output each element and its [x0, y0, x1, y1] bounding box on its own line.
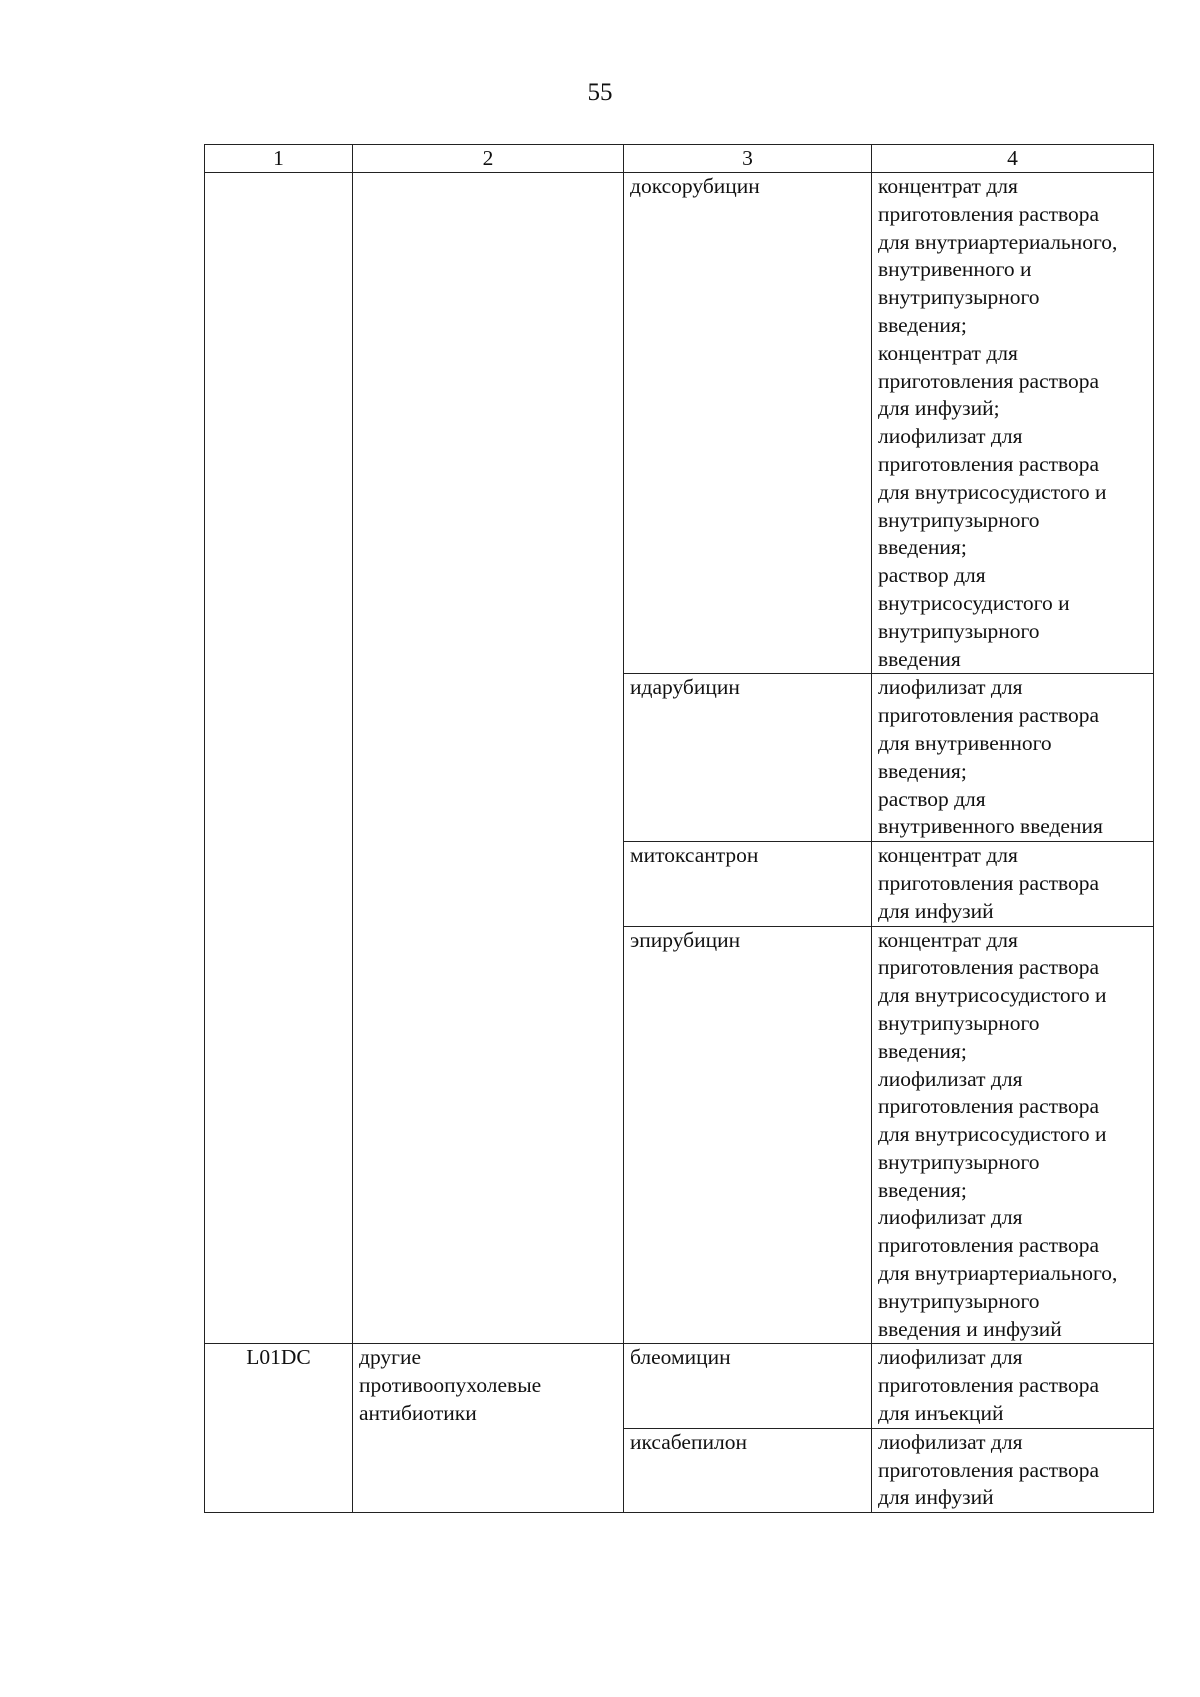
dosage-form-line: для внутривенного — [878, 730, 1052, 755]
dosage-form-cell — [872, 1428, 1154, 1512]
column-header: 2 — [353, 145, 624, 173]
drug-name-cell: эпирубицин — [624, 926, 872, 1344]
dosage-form-line: приготовления раствора — [878, 1457, 1100, 1482]
dosage-form-line: введения; — [878, 312, 967, 337]
dosage-form-line: для инфузий — [878, 1485, 994, 1510]
dosage-form-cell — [872, 173, 1154, 674]
dosage-form-line: приготовления раствора — [878, 1373, 1100, 1398]
dosage-form-cell — [872, 842, 1154, 926]
dosage-form-line: внутрипузырного — [878, 1288, 1040, 1313]
drug-table — [204, 144, 1154, 1513]
dosage-form-line: внутрипузырного — [878, 507, 1040, 532]
dosage-form-line: внутрисосудистого и — [878, 590, 1070, 615]
dosage-form-line: концентрат для — [878, 340, 1018, 365]
dosage-form-line: лиофилизат для — [878, 1345, 1023, 1370]
dosage-form-line: для инъекций — [878, 1401, 1004, 1426]
atc-code-cell: L01DC — [205, 1344, 353, 1513]
column-header: 4 — [872, 145, 1154, 173]
table-row — [205, 1344, 1154, 1428]
dosage-form-line: для внутрисосудистого и — [878, 983, 1107, 1008]
dosage-form-line: введения — [878, 646, 961, 671]
dosage-form-line: внутрипузырного — [878, 1010, 1040, 1035]
dosage-form-line: концентрат для — [878, 843, 1018, 868]
dosage-form-line: введения; — [878, 535, 967, 560]
group-name-line: антибиотики — [359, 1401, 477, 1426]
dosage-form-line: для внутриартериального, — [878, 229, 1118, 254]
dosage-form-line: концентрат для — [878, 927, 1018, 952]
column-header: 3 — [624, 145, 872, 173]
dosage-form-line: внутрипузырного — [878, 1149, 1040, 1174]
dosage-form-line: для внутрисосудистого и — [878, 479, 1107, 504]
atc-code-cell — [205, 173, 353, 1344]
drug-name-cell: идарубицин — [624, 674, 872, 842]
dosage-form-line: лиофилизат для — [878, 1205, 1023, 1230]
column-header: 1 — [205, 145, 353, 173]
drug-name-cell: митоксантрон — [624, 842, 872, 926]
dosage-form-line: для инфузий; — [878, 396, 1000, 421]
dosage-form-line: приготовления раствора — [878, 368, 1100, 393]
table-row — [205, 173, 1154, 674]
dosage-form-cell — [872, 674, 1154, 842]
dosage-form-line: лиофилизат для — [878, 675, 1023, 700]
dosage-form-line: введения; — [878, 758, 967, 783]
dosage-form-line: приготовления раствора — [878, 703, 1100, 728]
dosage-form-line: приготовления раствора — [878, 1094, 1100, 1119]
dosage-form-line: лиофилизат для — [878, 424, 1023, 449]
dosage-form-cell — [872, 926, 1154, 1344]
dosage-form-line: внутривенного введения — [878, 814, 1103, 839]
dosage-form-line: для внутрисосудистого и — [878, 1122, 1107, 1147]
dosage-form-line: для инфузий — [878, 898, 994, 923]
dosage-form-line: приготовления раствора — [878, 870, 1100, 895]
drug-name-cell: доксорубицин — [624, 173, 872, 674]
dosage-form-line: лиофилизат для — [878, 1066, 1023, 1091]
group-name-line: другие — [359, 1345, 422, 1370]
dosage-form-line: раствор для — [878, 786, 986, 811]
dosage-form-line: для внутриартериального, — [878, 1261, 1118, 1286]
group-name-line: противоопухолевые — [359, 1373, 542, 1398]
dosage-form-cell — [872, 1344, 1154, 1428]
dosage-form-line: приготовления раствора — [878, 1233, 1100, 1258]
dosage-form-line: введения; — [878, 1177, 967, 1202]
dosage-form-line: внутрипузырного — [878, 618, 1040, 643]
dosage-form-line: внутрипузырного — [878, 285, 1040, 310]
dosage-form-line: внутривенного и — [878, 257, 1032, 282]
drug-name-cell: блеомицин — [624, 1344, 872, 1428]
dosage-form-line: приготовления раствора — [878, 955, 1100, 980]
dosage-form-line: приготовления раствора — [878, 201, 1100, 226]
page-number: 55 — [587, 79, 613, 106]
dosage-form-line: лиофилизат для — [878, 1429, 1023, 1454]
dosage-form-line: раствор для — [878, 563, 986, 588]
dosage-form-line: приготовления раствора — [878, 451, 1100, 476]
table-header-row — [205, 145, 1154, 173]
dosage-form-line: введения и инфузий — [878, 1316, 1062, 1341]
group-name-cell — [353, 1344, 624, 1513]
dosage-form-line: концентрат для — [878, 174, 1018, 198]
dosage-form-line: введения; — [878, 1038, 967, 1063]
drug-name-cell: иксабепилон — [624, 1428, 872, 1512]
group-name-cell — [353, 173, 624, 1344]
